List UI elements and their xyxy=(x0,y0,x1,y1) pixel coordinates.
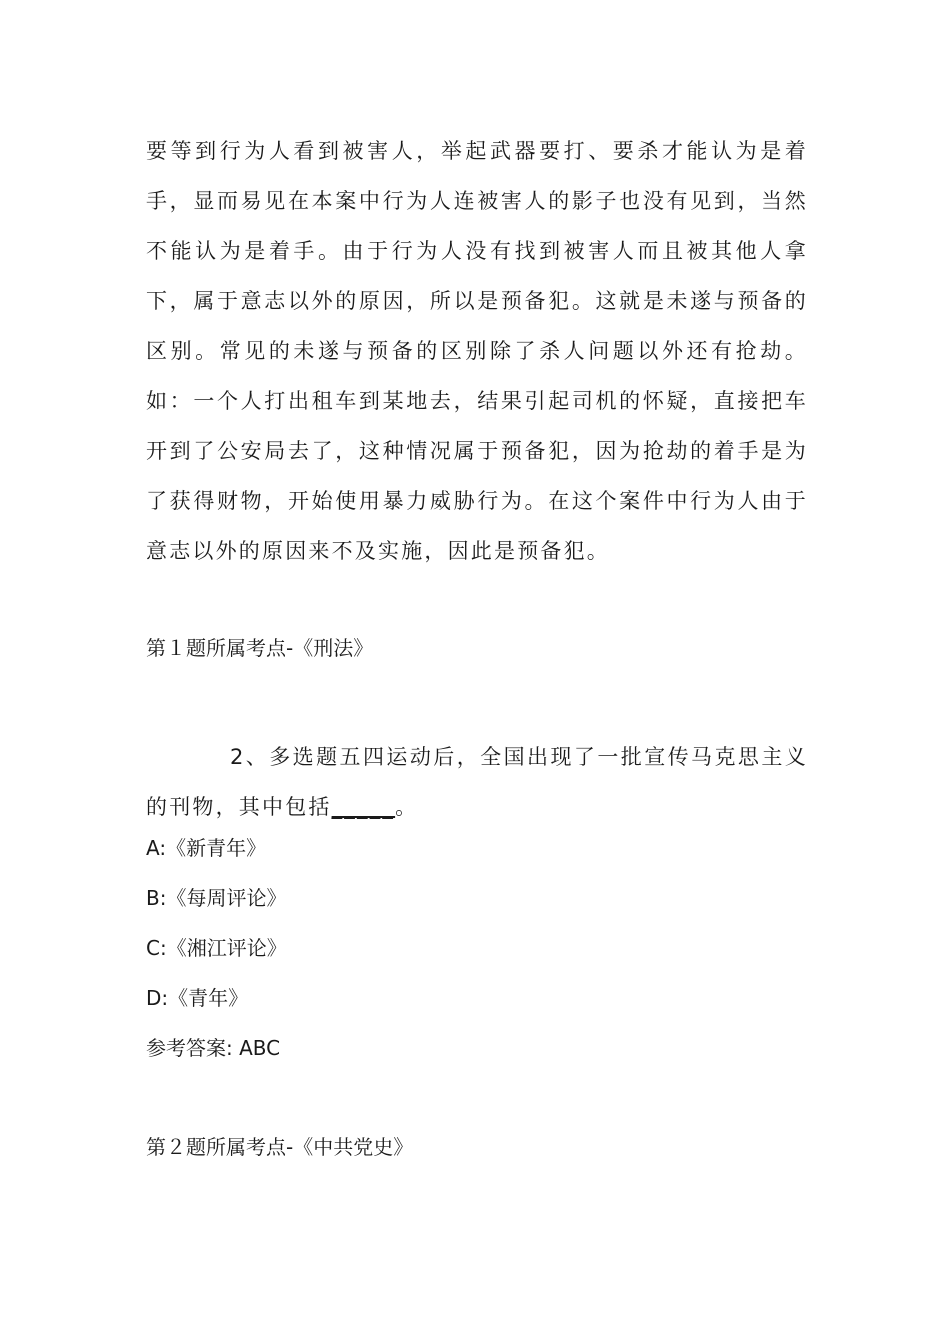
question-2-topic: 第２题所属考点-《中共党史》 xyxy=(146,1135,414,1159)
reference-answer: 参考答案: ABC xyxy=(146,1036,281,1060)
question-2-end: 。 xyxy=(395,795,419,819)
option-a: A:《新青年》 xyxy=(146,836,267,860)
question-2-stem xyxy=(146,732,808,832)
question-2-text: 2、多选题五四运动后，全国出现了一批宣传马克思主义的刊物，其中包括 xyxy=(146,745,808,819)
answer-blank: _____ xyxy=(331,795,396,819)
option-c: C:《湘江评论》 xyxy=(146,936,287,960)
option-d: D:《青年》 xyxy=(146,986,249,1010)
answer-explanation: 要等到行为人看到被害人，举起武器要打、要杀才能认为是着手，显而易见在本案中行为人连被害人的影子也没有见到，当然不能认为是着手。由于行为人没有找到被害人而且被其他人拿下，属于意志以外的原因，所以是预备犯。这就是未遂与预备的区别。常见的未遂与预备的区别除了杀人问题以外还有抢劫。如：一个人打出租车到某地去，结果引起司机的怀疑，直接把车开到了公安局去了，这种情况属于预备犯，因为抢劫的着手是为了获得财物，开始使用暴力威胁行为。在这个案件中行为人由于意志以外的原因来不及实施，因此是预备犯。 xyxy=(146,139,808,563)
option-b: B:《每周评论》 xyxy=(146,886,287,910)
question-1-topic: 第１题所属考点-《刑法》 xyxy=(146,636,374,660)
